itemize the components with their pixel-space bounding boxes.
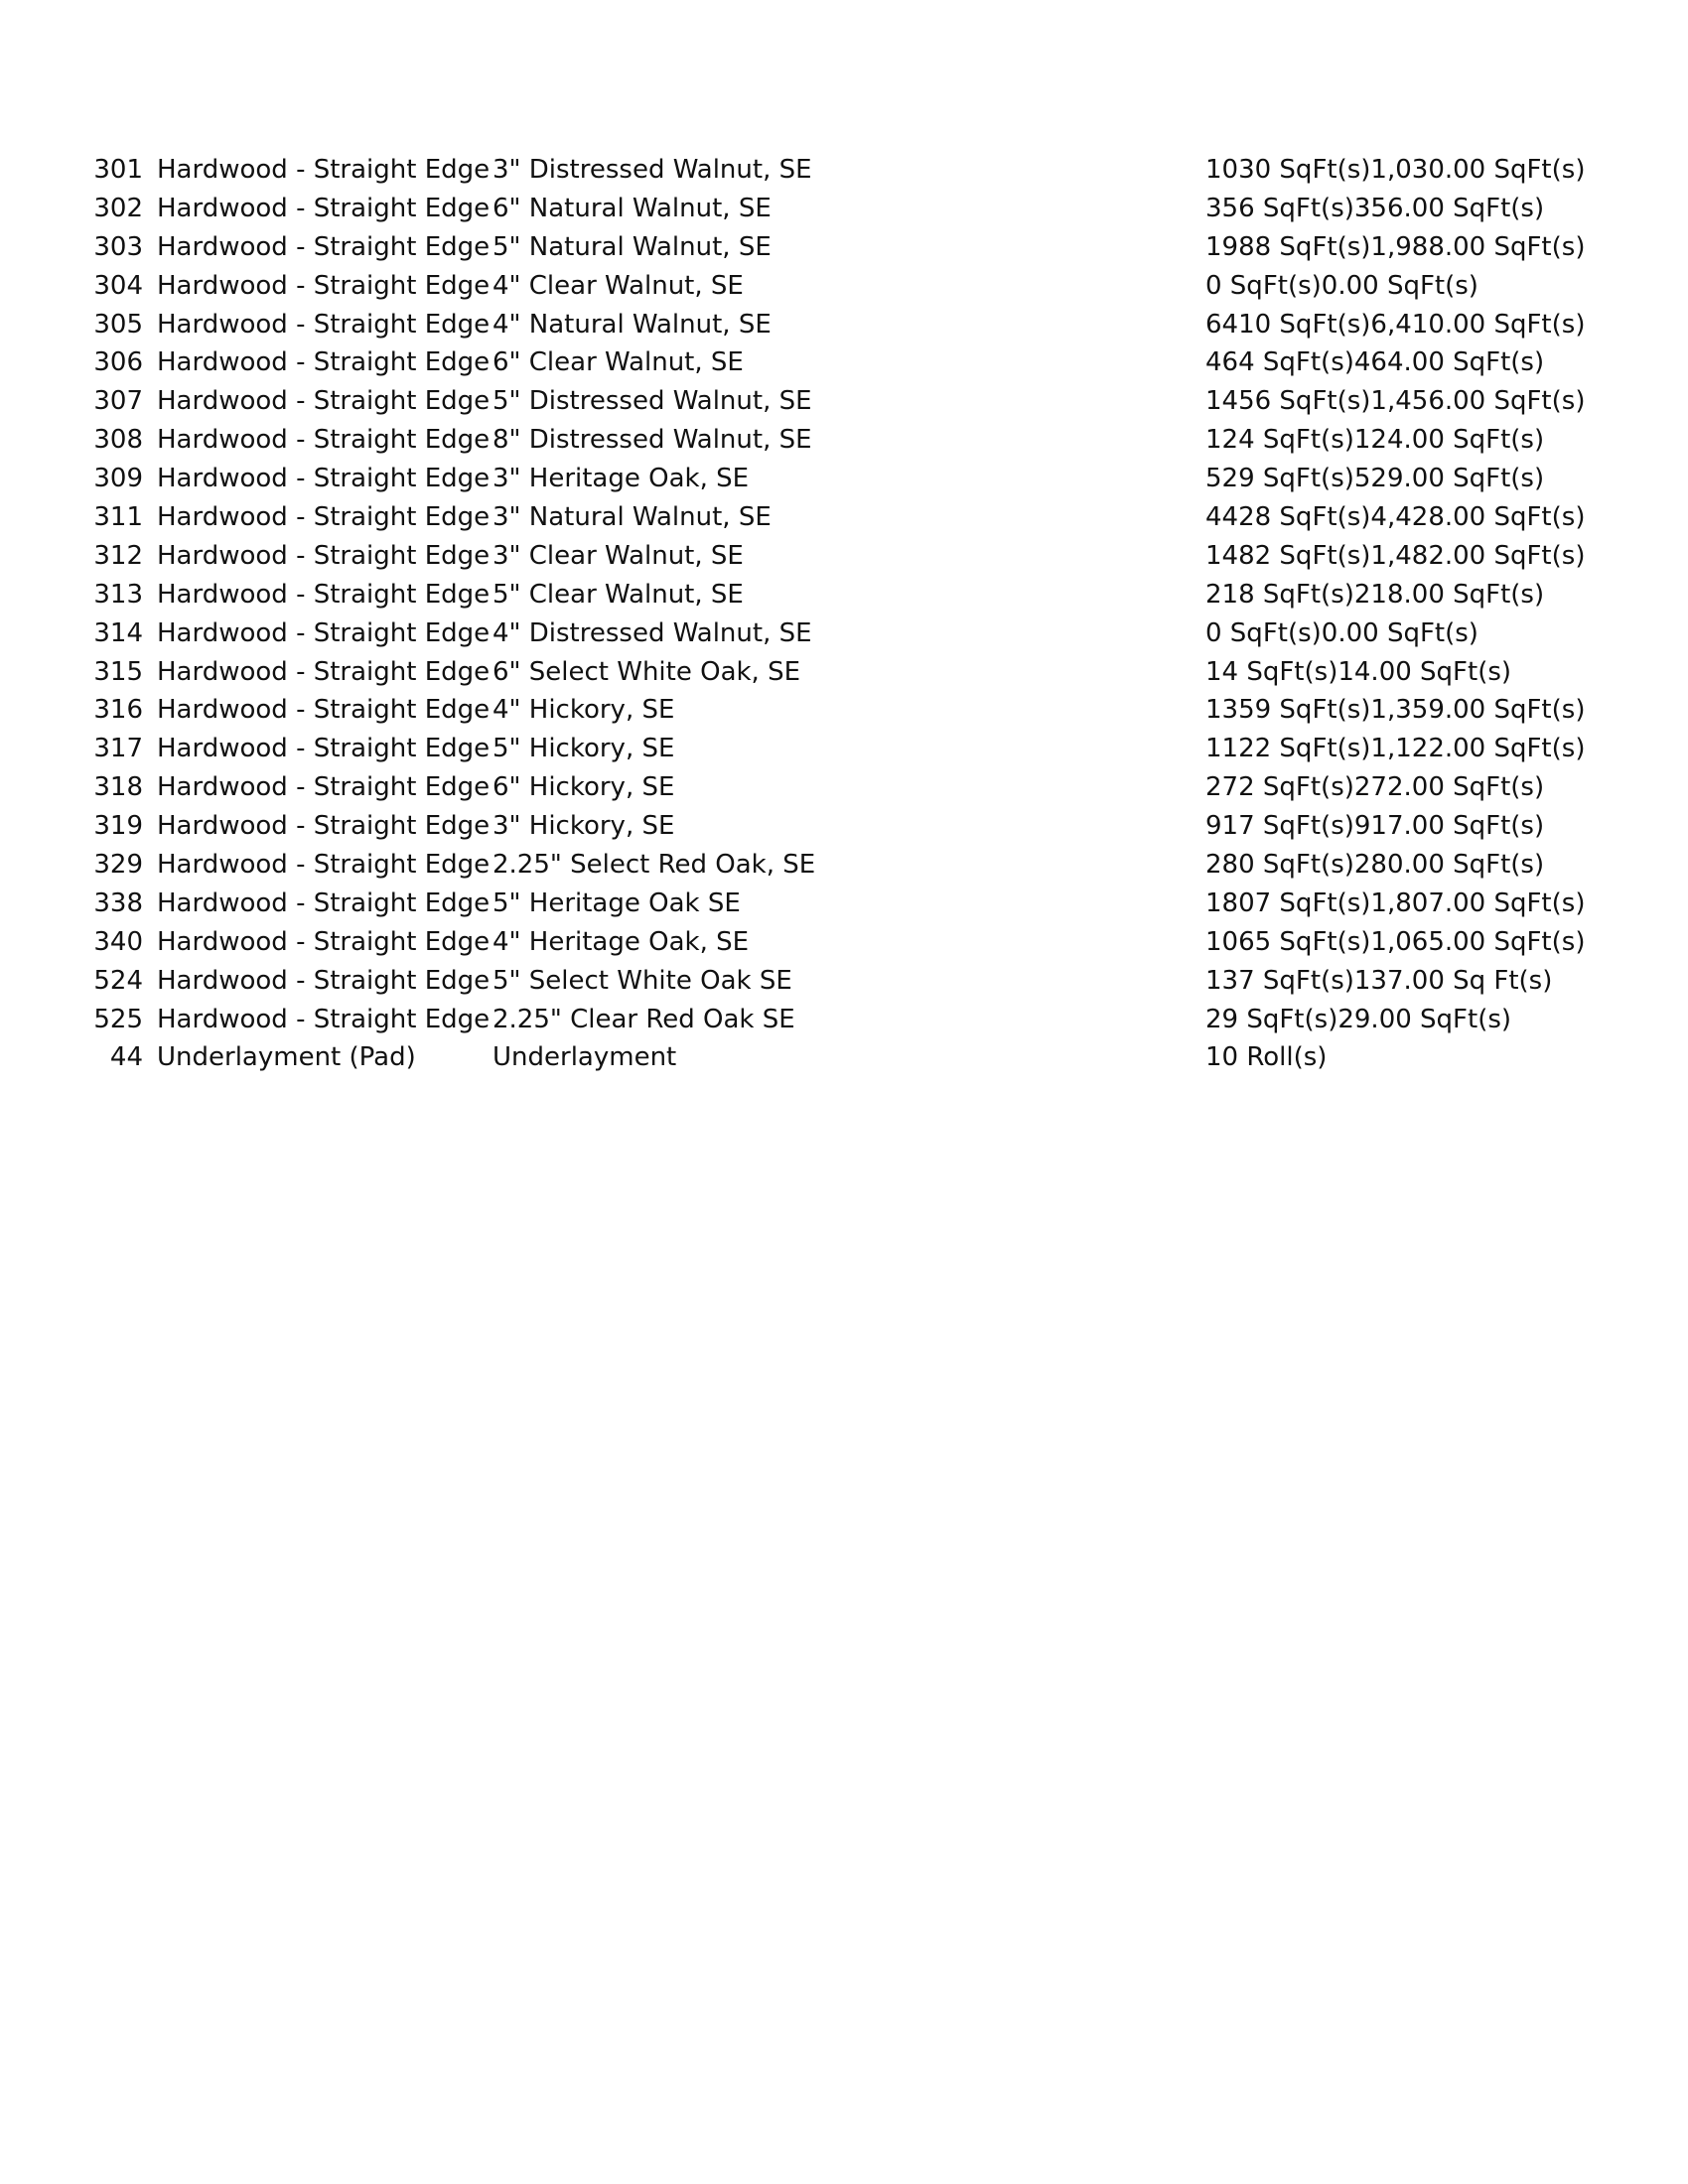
item-category: Hardwood - Straight Edge: [157, 695, 491, 726]
item-quantity: 10 Roll(s): [1205, 1042, 1328, 1073]
item-quantity: 137 SqFt(s)137.00 Sq Ft(s): [1205, 965, 1553, 996]
item-code: 338: [93, 887, 143, 918]
item-description: 5" Clear Walnut, SE: [492, 579, 744, 610]
item-description: 2.25" Select Red Oak, SE: [492, 850, 816, 881]
item-code: 306: [93, 347, 143, 378]
table-row: [87, 885, 1617, 923]
item-description: 6" Clear Walnut, SE: [492, 347, 744, 378]
item-category: Hardwood - Straight Edge: [157, 347, 491, 378]
table-row: [87, 807, 1617, 846]
item-code: 44: [109, 1042, 143, 1073]
item-quantity: 14 SqFt(s)14.00 SqFt(s): [1205, 656, 1512, 687]
item-description: 3" Heritage Oak, SE: [492, 464, 750, 494]
item-quantity: 1359 SqFt(s)1,359.00 SqFt(s): [1205, 695, 1586, 726]
item-quantity: 1456 SqFt(s)1,456.00 SqFt(s): [1205, 386, 1586, 417]
item-code: 305: [93, 309, 143, 340]
table-row: [87, 343, 1617, 382]
item-category: Hardwood - Straight Edge: [157, 617, 491, 648]
item-category: Hardwood - Straight Edge: [157, 811, 491, 842]
item-description: 2.25" Clear Red Oak SE: [492, 1004, 795, 1034]
item-quantity: 218 SqFt(s)218.00 SqFt(s): [1205, 579, 1545, 610]
item-code: 311: [93, 502, 143, 533]
item-category: Hardwood - Straight Edge: [157, 926, 491, 957]
item-quantity: 1122 SqFt(s)1,122.00 SqFt(s): [1205, 734, 1586, 764]
item-description: 5" Hickory, SE: [492, 734, 675, 764]
table-row: [87, 768, 1617, 807]
item-quantity: 917 SqFt(s)917.00 SqFt(s): [1205, 811, 1545, 842]
item-description: 6" Hickory, SE: [492, 772, 675, 803]
table-row: [87, 576, 1617, 614]
table-row: [87, 537, 1617, 576]
item-quantity: 272 SqFt(s)272.00 SqFt(s): [1205, 772, 1545, 803]
item-description: Underlayment: [492, 1042, 677, 1073]
item-code: 302: [93, 193, 143, 223]
item-quantity: 280 SqFt(s)280.00 SqFt(s): [1205, 850, 1545, 881]
item-code: 301: [93, 155, 143, 185]
item-quantity: 1807 SqFt(s)1,807.00 SqFt(s): [1205, 887, 1586, 918]
item-description: 4" Heritage Oak, SE: [492, 926, 750, 957]
table-row: [87, 460, 1617, 498]
item-category: Hardwood - Straight Edge: [157, 540, 491, 571]
item-category: Hardwood - Straight Edge: [157, 850, 491, 881]
item-quantity: 1482 SqFt(s)1,482.00 SqFt(s): [1205, 540, 1586, 571]
item-quantity: 464 SqFt(s)464.00 SqFt(s): [1205, 347, 1545, 378]
item-category: Hardwood - Straight Edge: [157, 502, 491, 532]
item-description: 3" Hickory, SE: [492, 811, 675, 842]
table-row: [87, 653, 1617, 692]
item-code: 304: [93, 270, 143, 301]
table-row: [87, 614, 1617, 653]
item-quantity: 124 SqFt(s)124.00 SqFt(s): [1205, 425, 1545, 456]
item-category: Hardwood - Straight Edge: [157, 425, 491, 456]
table-row: [87, 846, 1617, 885]
item-code: 319: [93, 811, 143, 842]
item-description: 3" Natural Walnut, SE: [492, 502, 772, 532]
item-quantity: 1988 SqFt(s)1,988.00 SqFt(s): [1205, 231, 1586, 262]
item-description: 5" Select White Oak SE: [492, 965, 792, 996]
item-category: Hardwood - Straight Edge: [157, 656, 491, 687]
item-category: Hardwood - Straight Edge: [157, 887, 491, 918]
item-category: Underlayment (Pad): [157, 1042, 416, 1073]
item-description: 3" Clear Walnut, SE: [492, 540, 744, 571]
item-category: Hardwood - Straight Edge: [157, 309, 491, 340]
item-description: 6" Natural Walnut, SE: [492, 193, 772, 223]
table-row: [87, 923, 1617, 962]
item-quantity: 529 SqFt(s)529.00 SqFt(s): [1205, 464, 1545, 494]
item-code: 309: [93, 464, 143, 494]
item-category: Hardwood - Straight Edge: [157, 386, 491, 417]
item-code: 307: [93, 386, 143, 417]
item-category: Hardwood - Straight Edge: [157, 154, 491, 185]
item-category: Hardwood - Straight Edge: [157, 1004, 491, 1034]
item-description: 5" Distressed Walnut, SE: [492, 386, 812, 417]
item-description: 8" Distressed Walnut, SE: [492, 425, 812, 456]
item-quantity: 0 SqFt(s)0.00 SqFt(s): [1205, 270, 1478, 301]
item-category: Hardwood - Straight Edge: [157, 579, 491, 610]
table-row: [87, 1038, 1617, 1077]
item-quantity: 4428 SqFt(s)4,428.00 SqFt(s): [1205, 502, 1586, 532]
table-row: [87, 691, 1617, 730]
table-row: [87, 421, 1617, 460]
item-code: 317: [93, 734, 143, 764]
item-quantity: 6410 SqFt(s)6,410.00 SqFt(s): [1205, 309, 1586, 340]
item-description: 6" Select White Oak, SE: [492, 656, 801, 687]
item-description: 4" Natural Walnut, SE: [492, 309, 772, 340]
table-row: [87, 730, 1617, 768]
item-code: 318: [93, 772, 143, 803]
item-quantity: 1065 SqFt(s)1,065.00 SqFt(s): [1205, 926, 1586, 957]
item-code: 313: [93, 579, 143, 610]
inventory-list: [87, 151, 1617, 1077]
table-row: [87, 190, 1617, 228]
item-code: 524: [93, 965, 143, 996]
item-description: 5" Natural Walnut, SE: [492, 231, 772, 262]
table-row: [87, 267, 1617, 306]
item-category: Hardwood - Straight Edge: [157, 772, 491, 803]
item-code: 303: [93, 231, 143, 262]
item-description: 4" Clear Walnut, SE: [492, 270, 744, 301]
item-description: 4" Distressed Walnut, SE: [492, 617, 812, 648]
item-code: 525: [93, 1004, 143, 1034]
table-row: [87, 962, 1617, 1001]
table-row: [87, 306, 1617, 344]
table-row: [87, 228, 1617, 267]
item-category: Hardwood - Straight Edge: [157, 965, 491, 996]
item-description: 3" Distressed Walnut, SE: [492, 154, 812, 185]
item-code: 312: [93, 540, 143, 571]
item-code: 314: [93, 617, 143, 648]
item-code: 315: [93, 656, 143, 687]
table-row: [87, 151, 1617, 190]
item-code: 329: [93, 850, 143, 881]
item-category: Hardwood - Straight Edge: [157, 193, 491, 223]
item-quantity: 356 SqFt(s)356.00 SqFt(s): [1205, 193, 1545, 223]
table-row: [87, 1001, 1617, 1039]
item-quantity: 1030 SqFt(s)1,030.00 SqFt(s): [1205, 154, 1586, 185]
item-code: 308: [93, 425, 143, 456]
item-description: 5" Heritage Oak SE: [492, 887, 741, 918]
item-quantity: 29 SqFt(s)29.00 SqFt(s): [1205, 1004, 1512, 1034]
item-quantity: 0 SqFt(s)0.00 SqFt(s): [1205, 617, 1478, 648]
item-category: Hardwood - Straight Edge: [157, 231, 491, 262]
item-code: 340: [93, 926, 143, 957]
item-category: Hardwood - Straight Edge: [157, 270, 491, 301]
table-row: [87, 382, 1617, 421]
item-description: 4" Hickory, SE: [492, 695, 675, 726]
table-row: [87, 498, 1617, 537]
item-category: Hardwood - Straight Edge: [157, 734, 491, 764]
item-category: Hardwood - Straight Edge: [157, 464, 491, 494]
item-code: 316: [93, 695, 143, 726]
